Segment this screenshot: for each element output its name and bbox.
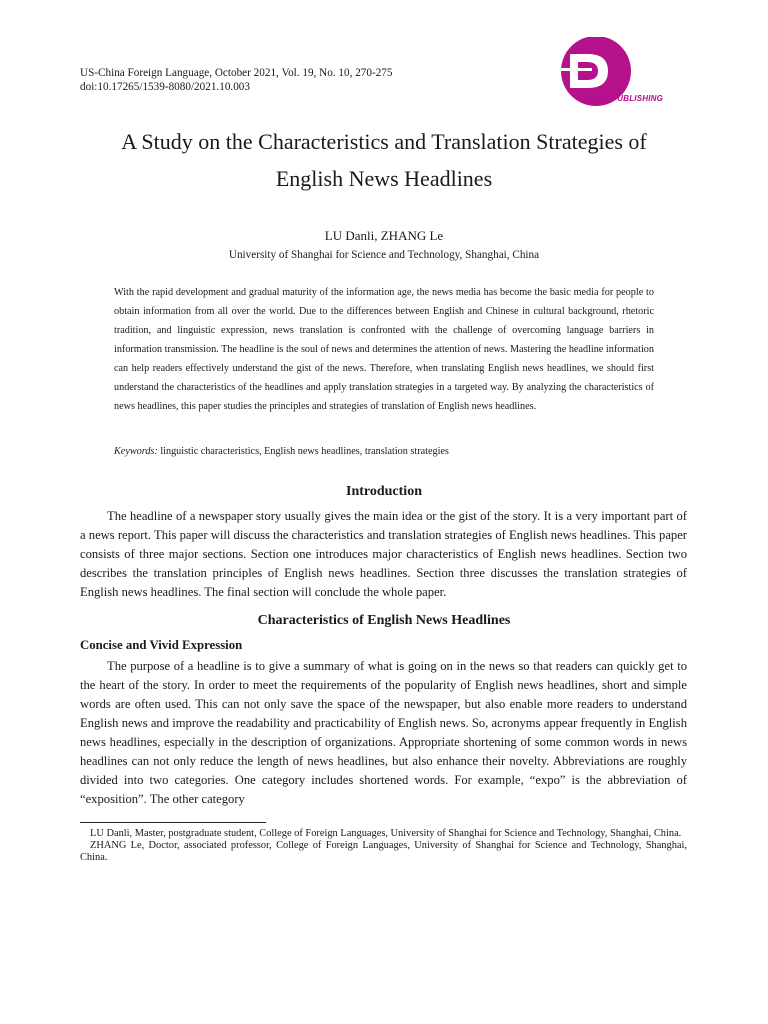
characteristics-paragraph: The purpose of a headline is to give a summary of what is going on in the news so that readers can quickly get to the heart of the story. In order to meet the requirements of the popularity of English news headlines, short and simple words are often used. This can not only save the space of the newspaper, but also enable more readers to understand English news and improve the readability and practicability of English news. So, acronyms appear frequently in English news headlines, especially in the description of organizations. Appropriate shortening of some common words in news headlines can not only reduce the length of news headlines, but also enhance their novelty. Abbreviations are roughly divided into two categories. One category includes shortened words. For example, “expo” is the abbreviation of “exposition”. The other category	[80, 659, 687, 806]
footnote-2: ZHANG Le, Doctor, associated professor, College of Foreign Languages, University of Shanghai for Science and Technology, Shanghai, China.	[80, 840, 687, 864]
keywords	[114, 446, 654, 457]
footnotes	[80, 828, 687, 865]
journal-line: US-China Foreign Language, October 2021, Vol. 19, No. 10, 270-275	[80, 67, 393, 79]
abstract: With the rapid development and gradual maturity of the information age, the news media has become the basic media for people to obtain information from all over the world. Due to the differences between English and Chinese in cultural background, rhetoric tradition, and linguistic expression, news translation is confronted with the challenge of overcoming language barriers in information transmission. The headline is the soul of news and determines the attention of news. Mastering the headline information can help readers effectively understand the gist of the news. Therefore, when translating English news headlines, we should first understand the characteristics of the headlines and apply translation strategies in a targeted way. By analyzing the characteristics of news headlines, this paper studies the principles and strategies of translation of English news headlines.	[114, 287, 654, 412]
keywords-label: Keywords:	[114, 446, 158, 457]
footnote-1: LU Danli, Master, postgraduate student, College of Foreign Languages, University of Shanghai for Science and Technology, Shanghai, China.	[90, 828, 682, 839]
logo-text: DAVID PUBLISHING	[584, 94, 664, 103]
journal-citation	[80, 67, 393, 94]
title-line-1: A Study on the Characteristics and Translation Strategies of	[121, 129, 647, 154]
affiliation: University of Shanghai for Science and Technology, Shanghai, China	[228, 249, 540, 261]
footnote-divider	[80, 822, 266, 823]
subheading-concise: Concise and Vivid Expression	[80, 638, 243, 652]
section-heading-introduction: Introduction	[346, 484, 422, 499]
authors: LU Danli, ZHANG Le	[324, 228, 444, 243]
keywords-text: linguistic characteristics, English news headlines, translation strategies	[160, 446, 449, 457]
introduction-paragraph: The headline of a newspaper story usually gives the main idea or the gist of the story. It is a very important part of a news report. This paper will discuss the characteristics and translation strategies of English news headlines. This paper consists of three major sections. Section one introduces major characteristics of English news headlines. Section two describes the translation principles of English news headlines. Section three discusses the translation strategies of English news headlines. The final section will conclude the whole paper.	[80, 509, 687, 599]
logo-swoosh-icon	[558, 68, 592, 71]
paper-title	[60, 123, 708, 197]
title-line-2: English News Headlines	[275, 166, 493, 191]
doi-line: doi:10.17265/1539-8080/2021.10.003	[80, 80, 250, 93]
section-heading-characteristics: Characteristics of English News Headlines	[257, 613, 511, 628]
